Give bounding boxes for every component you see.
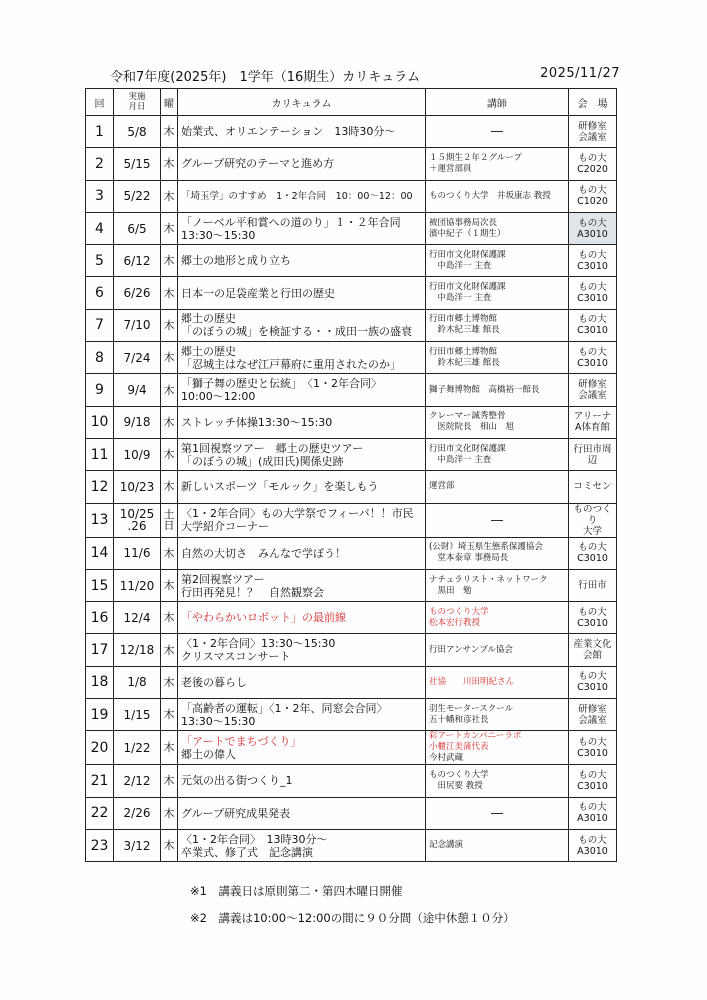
row-lecturer	[426, 212, 569, 244]
row-curriculum	[178, 277, 426, 309]
cell-line: 鈴木紀三雄 館長	[429, 325, 500, 336]
cell-line: 「のぼうの城」を検証する・・成田一族の盛衰	[181, 325, 412, 339]
row-venue: 行田市周 辺	[569, 438, 617, 470]
table-row	[86, 342, 617, 374]
row-date: 1/22	[114, 731, 161, 765]
row-lecturer	[426, 277, 569, 309]
row-venue: もの大 A3010	[569, 212, 617, 244]
row-venue: 研修室 会議室	[569, 374, 617, 406]
table-row	[86, 116, 617, 148]
table-row	[86, 471, 617, 503]
row-weekday: 木	[161, 699, 178, 731]
row-date: 12/18	[114, 634, 161, 666]
row-venue: もの大 C3010	[569, 537, 617, 569]
cell-line: 行田再発見！？ 自然観察会	[181, 585, 324, 599]
row-venue: もの大 C3010	[569, 245, 617, 277]
row-weekday: 木	[161, 797, 178, 829]
table-row	[86, 438, 617, 470]
cell-line: 濱中紀子（１期生）	[429, 228, 506, 239]
cell-line: 大学紹介コーナー	[181, 520, 269, 534]
row-lecturer	[426, 537, 569, 569]
cell-line: 「埼玉学」のすすめ 1・2年合同 10：00～12：00	[181, 190, 413, 202]
row-number: 16	[86, 602, 114, 634]
row-weekday: 木	[161, 602, 178, 634]
table-row	[86, 503, 617, 537]
row-weekday: 木	[161, 829, 178, 861]
row-curriculum	[178, 342, 426, 374]
table-row	[86, 699, 617, 731]
row-curriculum	[178, 471, 426, 503]
row-venue: もの大 C3010	[569, 765, 617, 797]
row-date: 7/24	[114, 342, 161, 374]
row-venue: もの大 C1020	[569, 180, 617, 212]
page-header	[110, 66, 620, 86]
row-venue: 行田市	[569, 569, 617, 601]
cell-line: クリスマスコンサート	[181, 650, 291, 664]
row-date: 9/4	[114, 374, 161, 406]
row-curriculum	[178, 180, 426, 212]
cell-line: 日本一の足袋産業と行田の歴史	[181, 286, 335, 300]
cell-line: 郷土の地形と成り立ち	[181, 254, 291, 268]
cell-line: クレーマー誠秀整骨	[429, 411, 506, 422]
row-number: 6	[86, 277, 114, 309]
row-venue: もの大 C3010	[569, 309, 617, 341]
row-curriculum	[178, 309, 426, 341]
cell-line: 第1回視察ツアー 郷土の歴史ツアー	[181, 441, 364, 455]
table-header-row	[86, 89, 617, 116]
cell-line: 「高齢者の運転」〈1・2年、同窓会合同〉	[181, 701, 388, 715]
row-curriculum	[178, 503, 426, 537]
row-number: 12	[86, 471, 114, 503]
row-lecturer	[426, 829, 569, 861]
row-curriculum	[178, 438, 426, 470]
row-date: 2/12	[114, 765, 161, 797]
row-date: 11/6	[114, 537, 161, 569]
row-venue: もの大 C3010	[569, 666, 617, 698]
row-number: 19	[86, 699, 114, 731]
row-date: 10/9	[114, 438, 161, 470]
column-header-venue: 会 場	[569, 89, 617, 116]
row-number: 5	[86, 245, 114, 277]
row-curriculum	[178, 699, 426, 731]
row-number: 2	[86, 148, 114, 180]
row-curriculum	[178, 116, 426, 148]
row-weekday: 木	[161, 309, 178, 341]
row-lecturer	[426, 309, 569, 341]
row-lecturer	[426, 245, 569, 277]
row-date: 6/26	[114, 277, 161, 309]
cell-line: 小櫃江美蒲代表	[429, 742, 489, 753]
cell-line: 元気の出る街つくり_1	[181, 774, 293, 788]
cell-line: ストレッチ体操13:30～15:30	[181, 415, 333, 429]
row-weekday: 木	[161, 569, 178, 601]
row-lecturer	[426, 503, 569, 537]
row-weekday: 木	[161, 634, 178, 666]
cell-line: 羽生モータースクール	[429, 703, 514, 714]
row-curriculum	[178, 569, 426, 601]
row-weekday: 木	[161, 438, 178, 470]
cell-line: 堂本泰章 事務局長	[429, 553, 509, 564]
table-row	[86, 829, 617, 861]
document-date: 2025/11/27	[540, 66, 620, 81]
cell-line: 中島洋一 主査	[429, 260, 492, 271]
row-weekday: 木	[161, 180, 178, 212]
row-weekday: 木	[161, 342, 178, 374]
row-date: 3/12	[114, 829, 161, 861]
page-title: 令和7年度(2025年) 1学年（16期生）カリキュラム	[110, 70, 421, 85]
row-date: 1/8	[114, 666, 161, 698]
row-number: 15	[86, 569, 114, 601]
cell-line: 中島洋一 主査	[429, 293, 492, 304]
row-venue: もの大 A3010	[569, 829, 617, 861]
column-header-day: 曜	[161, 89, 178, 116]
cell-line: １５期生２年２グループ	[429, 152, 522, 163]
table-row	[86, 406, 617, 438]
row-venue: もの大 C3010	[569, 277, 617, 309]
table-row	[86, 797, 617, 829]
row-curriculum	[178, 148, 426, 180]
cell-line: 行田市郷土博物館	[429, 314, 498, 325]
row-lecturer	[426, 116, 569, 148]
row-venue: もの大 C3010	[569, 342, 617, 374]
cell-line: 社協 川田明紀さん	[429, 676, 515, 687]
row-date: 9/18	[114, 406, 161, 438]
table-row	[86, 277, 617, 309]
row-venue: ものつく り 大学	[569, 503, 617, 537]
row-curriculum	[178, 797, 426, 829]
row-lecturer	[426, 180, 569, 212]
row-venue: もの大 C3010	[569, 731, 617, 765]
cell-line: 郷土の歴史	[181, 344, 236, 358]
table-row	[86, 666, 617, 698]
cell-line: グループ研究成果発表	[181, 806, 291, 820]
cell-line: 黒田 勉	[429, 585, 472, 596]
cell-line: 「忍城主はなぜ江戸幕府に重用されたのか」	[181, 357, 401, 371]
row-lecturer	[426, 471, 569, 503]
row-lecturer	[426, 666, 569, 698]
cell-line: 卒業式、修了式 記念講演	[181, 845, 313, 859]
row-weekday: 木	[161, 537, 178, 569]
cell-line: 行田市郷土博物館	[429, 346, 498, 357]
row-number: 11	[86, 438, 114, 470]
cell-line: 被団協事務局次長	[429, 217, 498, 228]
column-header-curriculum: カリキュラム	[178, 89, 426, 116]
curriculum-rows	[86, 116, 617, 862]
table-row	[86, 374, 617, 406]
cell-line: 行田アンサンブル協会	[429, 644, 513, 655]
row-lecturer	[426, 602, 569, 634]
row-date: 5/15	[114, 148, 161, 180]
row-lecturer	[426, 569, 569, 601]
column-header-lecturer: 講師	[426, 89, 569, 116]
row-venue: もの大 C3010	[569, 602, 617, 634]
row-date: 7/10	[114, 309, 161, 341]
cell-line: 松本宏行教授	[429, 617, 481, 628]
cell-line: 郷土の偉人	[181, 747, 236, 761]
table-row	[86, 180, 617, 212]
table-row	[86, 602, 617, 634]
row-lecturer	[426, 634, 569, 666]
row-number: 21	[86, 765, 114, 797]
row-number: 10	[86, 406, 114, 438]
cell-line: 鈴木紀三雄 館長	[429, 357, 500, 368]
cell-line: 「やわらかいロボット」の最前線	[181, 611, 346, 625]
row-weekday: 木	[161, 731, 178, 765]
cell-line: ―	[491, 512, 503, 527]
cell-line: 始業式、オリエンテーション 13時30分～	[181, 125, 396, 139]
row-lecturer	[426, 148, 569, 180]
cell-line: 13:30～15:30	[181, 714, 256, 728]
cell-line: 獅子舞博物館 高橋裕一館長	[429, 384, 540, 395]
row-weekday: 木	[161, 406, 178, 438]
cell-line: 「ノーベル平和賞への道のり」１・２年合同	[181, 215, 401, 229]
table-row	[86, 148, 617, 180]
row-number: 13	[86, 503, 114, 537]
cell-line: グループ研究のテーマと進め方	[181, 157, 335, 171]
cell-line: 行田市文化財保護課	[429, 249, 506, 260]
row-weekday: 木	[161, 471, 178, 503]
row-number: 23	[86, 829, 114, 861]
row-weekday: 木	[161, 116, 178, 148]
row-curriculum	[178, 537, 426, 569]
row-lecturer	[426, 731, 569, 765]
row-curriculum	[178, 666, 426, 698]
row-weekday: 土 日	[161, 503, 178, 537]
row-date: 1/15	[114, 699, 161, 731]
row-lecturer	[426, 342, 569, 374]
row-date: 11/20	[114, 569, 161, 601]
column-header-no: 回	[86, 89, 114, 116]
cell-line: 〈1・2年合同〉 13時30分～	[181, 832, 328, 846]
row-number: 18	[86, 666, 114, 698]
row-weekday: 木	[161, 765, 178, 797]
row-curriculum	[178, 245, 426, 277]
row-venue: コミセン	[569, 471, 617, 503]
row-lecturer	[426, 765, 569, 797]
row-venue: もの大 C2020	[569, 148, 617, 180]
cell-line: ものつくり大学	[429, 606, 489, 617]
cell-line: 13:30～15:30	[181, 228, 256, 242]
cell-line: ものつくり大学 井坂康志 教授	[429, 190, 551, 201]
row-number: 1	[86, 116, 114, 148]
row-lecturer	[426, 406, 569, 438]
row-weekday: 木	[161, 212, 178, 244]
cell-line: 〈1・2年合同〉13:30～15:30	[181, 637, 336, 651]
row-curriculum	[178, 634, 426, 666]
cell-line: 〈1・2年合同〉もの大学祭でフィーバ！！市民	[181, 507, 414, 521]
cell-line: ナチュラリスト・ネットワーク	[429, 574, 548, 585]
table-row	[86, 569, 617, 601]
cell-line: 老後の暮らし	[181, 675, 247, 689]
row-weekday: 木	[161, 374, 178, 406]
row-lecturer	[426, 699, 569, 731]
cell-line: 彩アートカンパニーラボ	[429, 731, 522, 742]
row-date: 6/5	[114, 212, 161, 244]
row-venue: アリーナ A体育館	[569, 406, 617, 438]
row-curriculum	[178, 212, 426, 244]
row-date: 10/23	[114, 471, 161, 503]
cell-line: 五十幡和彦社長	[429, 714, 489, 725]
row-curriculum	[178, 406, 426, 438]
cell-line: 中島洋一 主査	[429, 454, 492, 465]
row-number: 9	[86, 374, 114, 406]
cell-line: 田尻要 教授	[429, 780, 483, 791]
cell-line: 第2回視察ツアー	[181, 572, 265, 586]
row-date: 5/8	[114, 116, 161, 148]
row-venue: 産業文化 会館	[569, 634, 617, 666]
row-number: 4	[86, 212, 114, 244]
note-1: ※1 講義日は原則第二・第四木曜日開催	[190, 884, 403, 898]
cell-line: 10:00～12:00	[181, 390, 256, 404]
cell-line: 「のぼうの城」(成田氏)関係史跡	[181, 454, 344, 468]
cell-line: 行田市文化財保護課	[429, 282, 506, 293]
row-number: 22	[86, 797, 114, 829]
cell-line: (公財）埼玉県生態系保護協会	[429, 542, 543, 553]
row-lecturer	[426, 797, 569, 829]
cell-line: 郷土の歴史	[181, 312, 236, 326]
row-date: 2/26	[114, 797, 161, 829]
cell-line: 「アートでまちづくり」	[181, 734, 302, 748]
cell-line: 新しいスポーツ「モルック」を楽しもう	[181, 480, 379, 494]
column-header-date: 実施 月日	[114, 89, 161, 116]
cell-line: ものつくり大学	[429, 769, 489, 780]
cell-line: 行田市文化財保護課	[429, 443, 506, 454]
table-row	[86, 245, 617, 277]
row-lecturer	[426, 438, 569, 470]
row-venue: もの大 A3010	[569, 797, 617, 829]
table-row	[86, 731, 617, 765]
row-date: 6/12	[114, 245, 161, 277]
row-curriculum	[178, 731, 426, 765]
cell-line: 運営部	[429, 481, 455, 492]
row-date: 5/22	[114, 180, 161, 212]
cell-line: 記念講演	[429, 840, 464, 851]
note-2: ※2 講義は10:00～12:00の間に９０分間（途中休憩１０分）	[190, 911, 515, 925]
cell-line: ＋運営部員	[429, 163, 472, 174]
row-lecturer	[426, 374, 569, 406]
cell-line: 医院院長 相山 旭	[429, 422, 515, 433]
table-row	[86, 212, 617, 244]
row-venue: 研修室 会議室	[569, 116, 617, 148]
row-date: 10/25 .26	[114, 503, 161, 537]
row-curriculum	[178, 374, 426, 406]
row-weekday: 木	[161, 148, 178, 180]
table-row	[86, 309, 617, 341]
table-row	[86, 765, 617, 797]
row-number: 8	[86, 342, 114, 374]
row-weekday: 木	[161, 245, 178, 277]
row-weekday: 木	[161, 666, 178, 698]
row-date: 12/4	[114, 602, 161, 634]
row-number: 17	[86, 634, 114, 666]
row-curriculum	[178, 829, 426, 861]
table-row	[86, 634, 617, 666]
table-row	[86, 537, 617, 569]
curriculum-table	[85, 88, 617, 862]
cell-line: ―	[491, 124, 503, 139]
cell-line: 今村武蔵	[429, 753, 464, 764]
cell-line: ―	[491, 805, 503, 820]
row-curriculum	[178, 602, 426, 634]
row-number: 7	[86, 309, 114, 341]
cell-line: 「獅子舞の歴史と伝統」 〈1・2年合同〉	[181, 377, 382, 391]
row-number: 20	[86, 731, 114, 765]
cell-line: 自然の大切さ みんなで学ぼう！	[181, 546, 346, 560]
row-venue: 研修室 会議室	[569, 699, 617, 731]
row-curriculum	[178, 765, 426, 797]
row-number: 14	[86, 537, 114, 569]
row-number: 3	[86, 180, 114, 212]
row-weekday: 木	[161, 277, 178, 309]
